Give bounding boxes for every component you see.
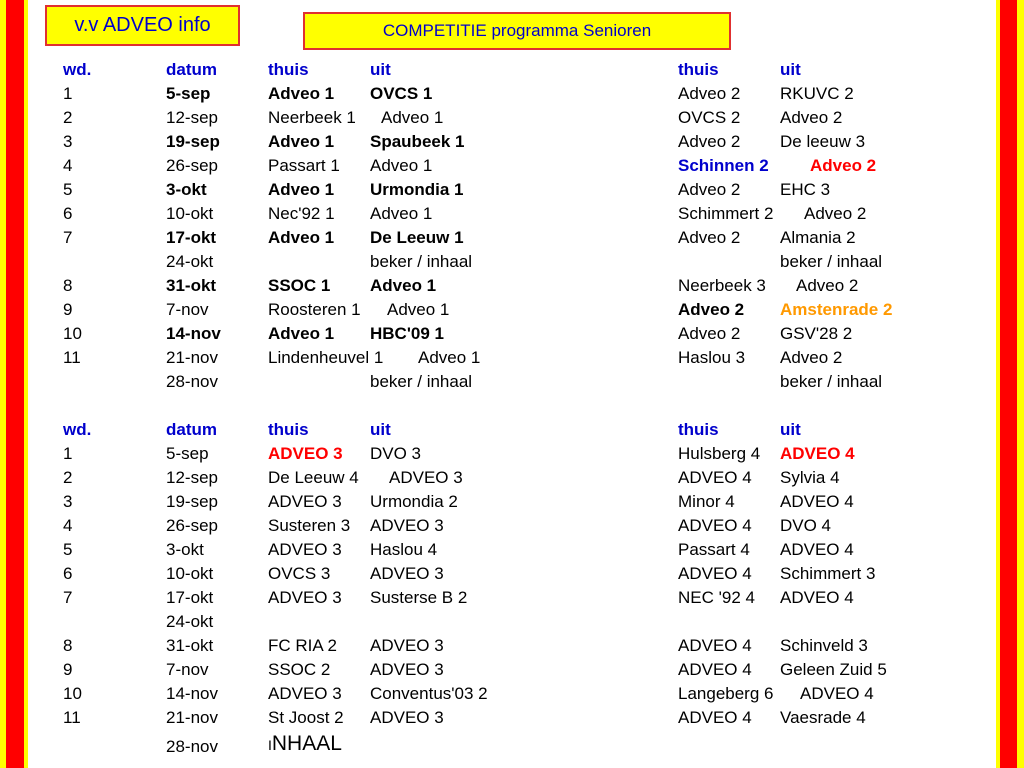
s1-r4-thuis: Adveo 1 xyxy=(268,180,335,199)
s2-r9-thuis: SSOC 2 xyxy=(268,660,331,679)
s2-r2-thuis2: Minor 4 xyxy=(678,492,735,511)
s1-r2-uit: Spaubeek 1 xyxy=(370,132,465,151)
s1-r5-uit2: Adveo 2 xyxy=(804,204,867,223)
s1-r11-uit2: Adveo 2 xyxy=(780,348,843,367)
s1-r4-thuis2: Adveo 2 xyxy=(678,180,741,199)
s2-r10-thuis: ADVEO 3 xyxy=(268,684,342,703)
s2-last-datum: 28-nov xyxy=(166,737,218,756)
s2-header-thuis2: thuis xyxy=(678,420,719,439)
s2-r6-datum: 17-okt xyxy=(166,588,214,607)
s2-r3-uit: ADVEO 3 xyxy=(370,516,444,535)
s2-r1-uit2: Sylvia 4 xyxy=(780,468,840,487)
s1-r0-datum: 5-sep xyxy=(166,84,211,103)
s1-r5-thuis: Nec'92 1 xyxy=(268,204,335,223)
s2-r4-datum: 3-okt xyxy=(166,540,204,559)
s2-r8-thuis2: ADVEO 4 xyxy=(678,636,752,655)
s2-header-datum: datum xyxy=(166,420,217,439)
s1-r5-thuis2: Schimmert 2 xyxy=(678,204,774,223)
s2-last-inhaal-small: I xyxy=(268,737,272,753)
right-yellow-stripe xyxy=(1017,0,1024,768)
s1-r6-datum: 17-okt xyxy=(166,228,217,247)
s2-r10-wd: 10 xyxy=(63,684,82,703)
s1-r9-thuis2: Adveo 2 xyxy=(678,300,745,319)
s1-r1-wd: 2 xyxy=(63,108,73,127)
s2-r11-uit2: Vaesrade 4 xyxy=(780,708,866,727)
s2-header-wd: wd. xyxy=(63,420,92,439)
s1-r6-uit2: Almania 2 xyxy=(780,228,856,247)
s1-header-uit2: uit xyxy=(780,60,801,79)
s2-r6-thuis2: NEC '92 4 xyxy=(678,588,755,607)
s2-header-thuis: thuis xyxy=(268,420,309,439)
s2-r1-thuis: De Leeuw 4 xyxy=(268,468,359,487)
s1-r1-uit2: Adveo 2 xyxy=(780,108,843,127)
s2-r3-thuis: Susteren 3 xyxy=(268,516,351,535)
s1-r7-uit: beker / inhaal xyxy=(370,252,473,271)
s2-r10-thuis2: Langeberg 6 xyxy=(678,684,774,703)
s2-r0-thuis: ADVEO 3 xyxy=(268,444,343,463)
s1-r0-uit: OVCS 1 xyxy=(370,84,433,103)
s2-r0-thuis2: Hulsberg 4 xyxy=(678,444,761,463)
s1-r4-uit2: EHC 3 xyxy=(780,180,831,199)
s2-r5-uit: ADVEO 3 xyxy=(370,564,444,583)
s2-r4-thuis2: Passart 4 xyxy=(678,540,750,559)
s2-r3-datum: 26-sep xyxy=(166,516,218,535)
s2-r5-thuis2: ADVEO 4 xyxy=(678,564,752,583)
s1-r0-wd: 1 xyxy=(63,84,73,103)
s2-r1-datum: 12-sep xyxy=(166,468,218,487)
s2-r5-wd: 6 xyxy=(63,564,73,583)
s1-r9-uit2: Amstenrade 2 xyxy=(780,300,893,319)
s2-r5-datum: 10-okt xyxy=(166,564,214,583)
s2-r4-thuis: ADVEO 3 xyxy=(268,540,342,559)
s2-r8-datum: 31-okt xyxy=(166,636,214,655)
s2-r6-uit: Susterse B 2 xyxy=(370,588,468,607)
s1-r3-thuis2: Schinnen 2 xyxy=(678,156,769,175)
s1-r8-thuis: SSOC 1 xyxy=(268,276,331,295)
s1-header-thuis2: thuis xyxy=(678,60,719,79)
s2-r2-datum: 19-sep xyxy=(166,492,218,511)
s1-r3-thuis: Passart 1 xyxy=(268,156,340,175)
s2-r10-datum: 14-nov xyxy=(166,684,218,703)
s2-r3-wd: 4 xyxy=(63,516,73,535)
s1-r8-wd: 8 xyxy=(63,276,73,295)
s1-r2-uit2: De leeuw 3 xyxy=(780,132,866,151)
s1-r2-thuis: Adveo 1 xyxy=(268,132,335,151)
s1-r10-thuis2: Adveo 2 xyxy=(678,324,741,343)
s1-r1-datum: 12-sep xyxy=(166,108,218,127)
s1-r10-thuis: Adveo 1 xyxy=(268,324,335,343)
s1-r12-datum: 28-nov xyxy=(166,372,218,391)
s2-r9-thuis2: ADVEO 4 xyxy=(678,660,752,679)
s2-r0-uit2: ADVEO 4 xyxy=(780,444,855,463)
s2-r11-datum: 21-nov xyxy=(166,708,218,727)
s1-r6-thuis: Adveo 1 xyxy=(268,228,335,247)
s2-r4-uit2: ADVEO 4 xyxy=(780,540,854,559)
s1-r8-datum: 31-okt xyxy=(166,276,217,295)
s1-r5-uit: Adveo 1 xyxy=(370,204,433,223)
s2-r5-uit2: Schimmert 3 xyxy=(780,564,876,583)
s2-r11-wd: 11 xyxy=(63,708,81,727)
s2-r7-datum: 24-okt xyxy=(166,612,214,631)
s1-r0-thuis: Adveo 1 xyxy=(268,84,335,103)
s2-last-inhaal-big: NHAAL xyxy=(271,732,342,755)
s2-r2-uit: Urmondia 2 xyxy=(370,492,458,511)
s1-header-wd: wd. xyxy=(63,60,92,79)
s1-r7-datum: 24-okt xyxy=(166,252,214,271)
s1-r3-datum: 26-sep xyxy=(166,156,218,175)
s1-r1-thuis: Neerbeek 1 xyxy=(268,108,356,127)
left-yellow-stripe-inner xyxy=(24,0,28,768)
s2-r2-uit2: ADVEO 4 xyxy=(780,492,854,511)
s1-r0-uit2: RKUVC 2 xyxy=(780,84,854,103)
s1-r9-wd: 9 xyxy=(63,300,73,319)
s1-r6-wd: 7 xyxy=(63,228,73,247)
s1-r8-uit2: Adveo 2 xyxy=(796,276,859,295)
s2-r9-uit: ADVEO 3 xyxy=(370,660,444,679)
s2-r9-wd: 9 xyxy=(63,660,73,679)
s2-r6-wd: 7 xyxy=(63,588,73,607)
s2-r8-wd: 8 xyxy=(63,636,73,655)
s2-r0-uit: DVO 3 xyxy=(370,444,422,463)
s1-r0-thuis2: Adveo 2 xyxy=(678,84,741,103)
s1-r9-datum: 7-nov xyxy=(166,300,209,319)
s1-header-thuis: thuis xyxy=(268,60,309,79)
s2-r10-uit2: ADVEO 4 xyxy=(800,684,874,703)
s1-r12-uit2: beker / inhaal xyxy=(780,372,883,391)
club-label-box: v.v ADVEO info xyxy=(45,5,240,46)
s2-r10-uit: Conventus'03 2 xyxy=(370,684,488,703)
s2-r3-thuis2: ADVEO 4 xyxy=(678,516,752,535)
s1-r3-uit: Adveo 1 xyxy=(370,156,433,175)
s1-r6-uit: De Leeuw 1 xyxy=(370,228,464,247)
s1-r10-datum: 14-nov xyxy=(166,324,221,343)
s1-r10-uit: HBC'09 1 xyxy=(370,324,444,343)
s1-r2-wd: 3 xyxy=(63,132,73,151)
s2-r9-datum: 7-nov xyxy=(166,660,209,679)
s1-r1-uit: Adveo 1 xyxy=(381,108,444,127)
s1-r8-uit: Adveo 1 xyxy=(370,276,437,295)
s2-r3-uit2: DVO 4 xyxy=(780,516,832,535)
s1-r5-datum: 10-okt xyxy=(166,204,214,223)
s2-last-inhaal xyxy=(268,734,342,755)
s1-r7-uit2: beker / inhaal xyxy=(780,252,883,271)
s1-r3-wd: 4 xyxy=(63,156,73,175)
s2-r5-thuis: OVCS 3 xyxy=(268,564,331,583)
s1-r12-uit: beker / inhaal xyxy=(370,372,473,391)
s1-header-datum: datum xyxy=(166,60,217,79)
s1-r10-uit2: GSV'28 2 xyxy=(780,324,853,343)
left-red-stripe xyxy=(6,0,24,768)
s2-r8-uit: ADVEO 3 xyxy=(370,636,444,655)
s1-r11-wd: 11 xyxy=(63,348,81,367)
s2-header-uit: uit xyxy=(370,420,391,439)
s1-r11-uit: Adveo 1 xyxy=(418,348,481,367)
s2-r6-uit2: ADVEO 4 xyxy=(780,588,854,607)
s2-r9-uit2: Geleen Zuid 5 xyxy=(780,660,887,679)
s2-r0-datum: 5-sep xyxy=(166,444,209,463)
s1-r9-uit: Adveo 1 xyxy=(387,300,450,319)
s2-r6-thuis: ADVEO 3 xyxy=(268,588,342,607)
s2-r11-uit: ADVEO 3 xyxy=(370,708,444,727)
s1-r10-wd: 10 xyxy=(63,324,82,343)
s1-r4-uit: Urmondia 1 xyxy=(370,180,464,199)
s2-r4-wd: 5 xyxy=(63,540,73,559)
s2-r11-thuis: St Joost 2 xyxy=(268,708,344,727)
s1-r3-uit2: Adveo 2 xyxy=(810,156,877,175)
s1-r11-thuis: Lindenheuvel 1 xyxy=(268,348,384,367)
s2-r0-wd: 1 xyxy=(63,444,73,463)
s1-r9-thuis: Roosteren 1 xyxy=(268,300,361,319)
s1-r6-thuis2: Adveo 2 xyxy=(678,228,741,247)
s2-r1-thuis2: ADVEO 4 xyxy=(678,468,752,487)
s1-r2-datum: 19-sep xyxy=(166,132,220,151)
s1-r4-wd: 5 xyxy=(63,180,73,199)
s2-r8-thuis: FC RIA 2 xyxy=(268,636,337,655)
s2-r11-thuis2: ADVEO 4 xyxy=(678,708,752,727)
s2-r2-wd: 3 xyxy=(63,492,73,511)
program-title-box: COMPETITIE programma Senioren xyxy=(303,12,731,50)
s2-r1-uit: ADVEO 3 xyxy=(389,468,463,487)
s1-r4-datum: 3-okt xyxy=(166,180,207,199)
s1-r8-thuis2: Neerbeek 3 xyxy=(678,276,766,295)
s1-r5-wd: 6 xyxy=(63,204,73,223)
s1-r2-thuis2: Adveo 2 xyxy=(678,132,741,151)
s2-header-uit2: uit xyxy=(780,420,801,439)
s2-r2-thuis: ADVEO 3 xyxy=(268,492,342,511)
right-red-stripe xyxy=(1000,0,1017,768)
s2-r8-uit2: Schinveld 3 xyxy=(780,636,868,655)
s1-header-uit: uit xyxy=(370,60,391,79)
s1-r11-datum: 21-nov xyxy=(166,348,218,367)
s1-r11-thuis2: Haslou 3 xyxy=(678,348,746,367)
s2-r4-uit: Haslou 4 xyxy=(370,540,438,559)
s1-r1-thuis2: OVCS 2 xyxy=(678,108,741,127)
s2-r1-wd: 2 xyxy=(63,468,73,487)
